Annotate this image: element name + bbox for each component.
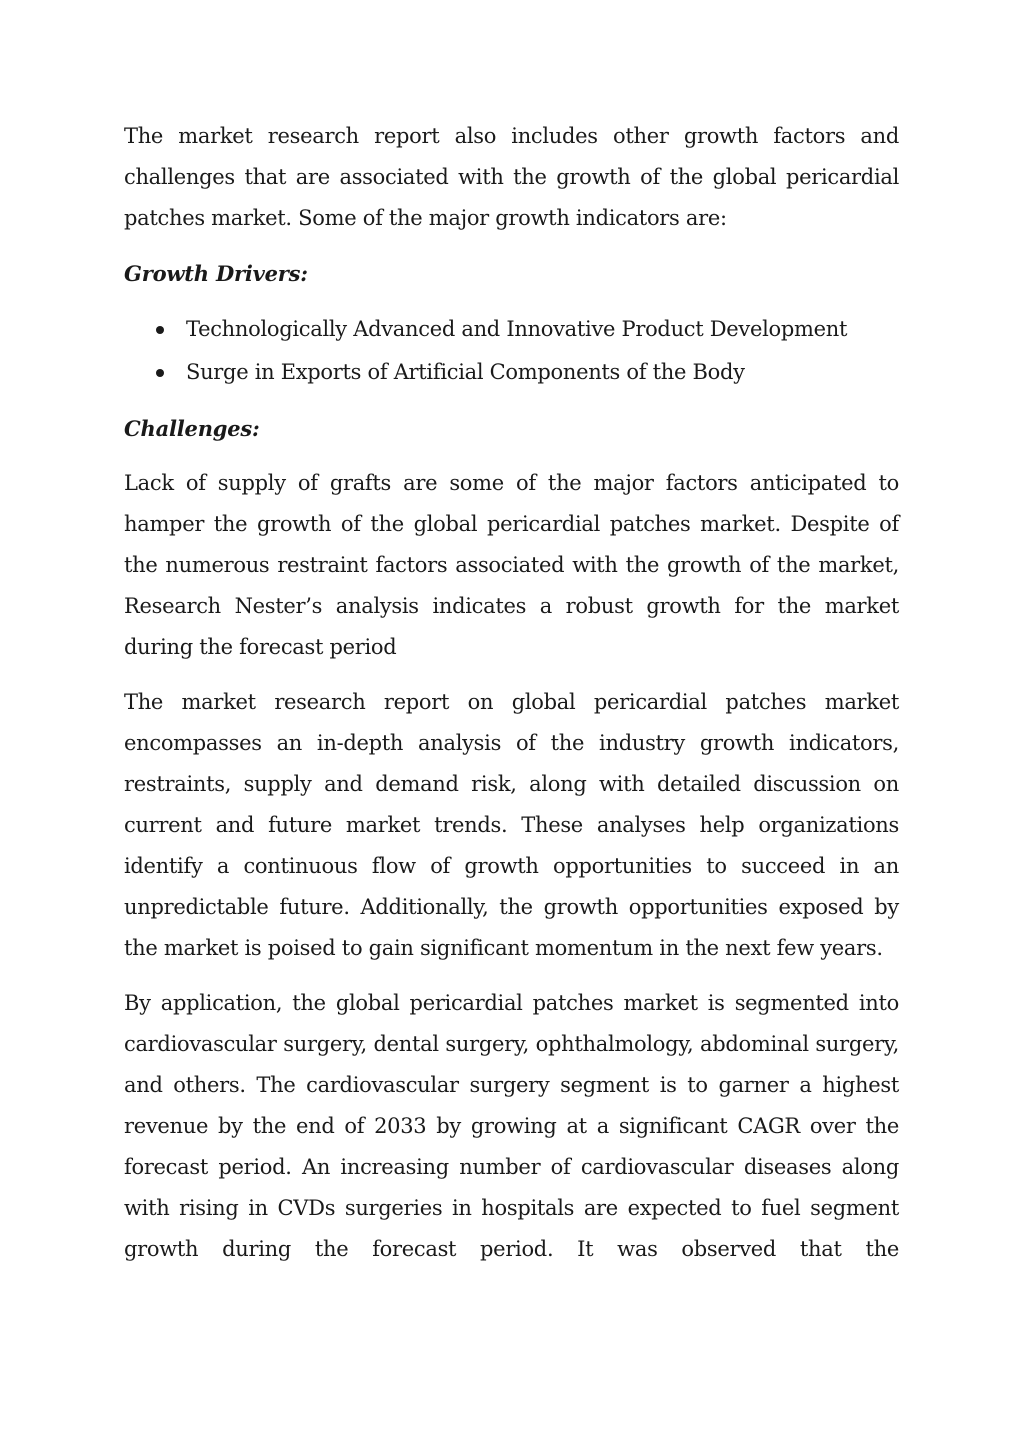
application-paragraph: By application, the global pericardial patches market is segmented into cardiovascular surgery, dental surgery, ophthalmology, abdominal surgery, and others. The cardiovascular surgery segment is to garner a highest revenue by the end of 2033 by growing at a significant CAGR over the forecast period. An increasing number of cardiovascular diseases along with rising in CVDs surgeries in hospitals are expected to fuel segment growth during the forecast period. It was observed that the — [124, 991, 899, 1261]
growth-drivers-list — [124, 308, 899, 394]
list-item: Technologically Advanced and Innovative Product Development — [124, 308, 899, 351]
document-page — [124, 116, 899, 1270]
challenges-heading: Challenges: — [124, 416, 260, 441]
analysis-paragraph: The market research report on global pericardial patches market encompasses an in-depth analysis of the industry growth indicators, restraints, supply and demand risk, along with detailed discussion on current and future market trends. These analyses help organizations identify a continuous flow of growth opportunities to succeed in an unpredictable future. Additionally, the growth opportunities exposed by the market is poised to gain significant momentum in the next few years. — [124, 690, 899, 960]
intro-paragraph: The market research report also includes other growth factors and challenges that are associated with the growth of the global pericardial patches market. Some of the major growth indicators are: — [124, 124, 899, 230]
growth-drivers-heading: Growth Drivers: — [124, 261, 308, 286]
list-item: Surge in Exports of Artificial Components of the Body — [124, 351, 899, 394]
challenges-paragraph: Lack of supply of grafts are some of the major factors anticipated to hamper the growth of the global pericardial patches market. Despite of the numerous restraint factors associated with the growth of the market, Research Nester’s analysis indicates a robust growth for the market during the forecast period — [124, 471, 899, 659]
